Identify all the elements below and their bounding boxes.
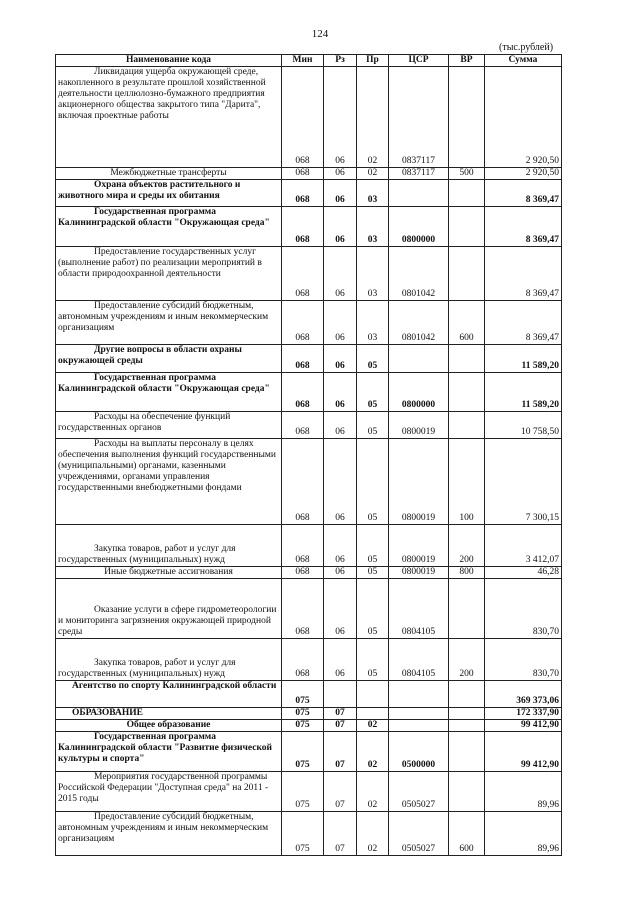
row-min: 068 [282, 412, 324, 439]
row-name: Предоставление субсидий бюджетным, автономным учреждениям и иным некоммерческим организациям [56, 812, 282, 856]
row-pr: 05 [357, 567, 389, 579]
row-name: Предоставление государственных услуг (выполнение работ) по реализации мероприятий в области природоохранной деятельности [56, 247, 282, 301]
row-vr [449, 579, 485, 639]
row-vr [449, 180, 485, 207]
row-csr: 0800019 [389, 567, 449, 579]
row-rz: 06 [324, 345, 357, 373]
row-csr: 0800019 [389, 412, 449, 439]
row-pr: 03 [357, 247, 389, 301]
row-rz: 07 [324, 772, 357, 812]
row-name: Межбюджетные трансферты [56, 168, 282, 180]
row-min: 068 [282, 345, 324, 373]
row-rz: 06 [324, 180, 357, 207]
header-vr: ВР [449, 55, 485, 67]
row-name: Государственная программа Калининградской области "Окружающая среда" [56, 373, 282, 412]
row-sum: 2 920,50 [485, 168, 562, 180]
row-name: Закупка товаров, работ и услуг для государственных (муниципальных) нужд [56, 525, 282, 567]
row-min: 068 [282, 579, 324, 639]
row-sum: 3 412,07 [485, 525, 562, 567]
row-name: Другие вопросы в области охраны окружающей среды [56, 345, 282, 373]
row-pr: 02 [357, 168, 389, 180]
row-rz: 06 [324, 525, 357, 567]
table-row [56, 812, 562, 856]
row-rz: 06 [324, 247, 357, 301]
row-name: Оказание услуги в сфере гидрометеорологии и мониторинга загрязнения окружающей природной среды [56, 579, 282, 639]
row-sum: 99 412,90 [485, 732, 562, 772]
row-pr: 02 [357, 772, 389, 812]
row-csr: 0505027 [389, 772, 449, 812]
row-name: ОБРАЗОВАНИЕ [56, 708, 282, 720]
row-csr: 0800000 [389, 373, 449, 412]
header-pr: Пр [357, 55, 389, 67]
row-sum: 46,28 [485, 567, 562, 579]
table-row [56, 301, 562, 345]
row-vr [449, 67, 485, 168]
row-csr [389, 180, 449, 207]
row-min: 075 [282, 772, 324, 812]
row-sum: 89,96 [485, 812, 562, 856]
row-vr: 500 [449, 168, 485, 180]
row-sum: 7 300,15 [485, 439, 562, 525]
row-vr: 100 [449, 439, 485, 525]
row-rz [324, 681, 357, 708]
table-row [56, 708, 562, 720]
row-csr: 0837117 [389, 168, 449, 180]
row-sum: 11 589,20 [485, 345, 562, 373]
row-csr: 0800000 [389, 207, 449, 247]
row-pr: 03 [357, 207, 389, 247]
page-number: 124 [311, 28, 329, 40]
row-csr: 0837117 [389, 67, 449, 168]
row-rz: 06 [324, 168, 357, 180]
table-row [56, 720, 562, 732]
row-name: Охрана объектов растительного и животного мира и среды их обитания [56, 180, 282, 207]
row-sum: 10 758,50 [485, 412, 562, 439]
row-vr [449, 412, 485, 439]
row-csr: 0800019 [389, 525, 449, 567]
row-sum: 2 920,50 [485, 67, 562, 168]
row-sum: 830,70 [485, 639, 562, 681]
table-row [56, 67, 562, 168]
row-min: 068 [282, 168, 324, 180]
row-pr: 05 [357, 412, 389, 439]
row-rz: 06 [324, 301, 357, 345]
row-sum: 369 373,06 [485, 681, 562, 708]
row-vr [449, 373, 485, 412]
row-csr: 0801042 [389, 247, 449, 301]
row-vr [449, 772, 485, 812]
table-row [56, 373, 562, 412]
row-vr [449, 681, 485, 708]
row-pr [357, 708, 389, 720]
row-vr [449, 708, 485, 720]
header-rz: Рз [324, 55, 357, 67]
row-sum: 8 369,47 [485, 207, 562, 247]
table-row [56, 247, 562, 301]
row-min: 068 [282, 67, 324, 168]
row-min: 075 [282, 812, 324, 856]
table-row [56, 681, 562, 708]
row-min: 068 [282, 525, 324, 567]
row-name: Агентство по спорту Калининградской области [56, 681, 282, 708]
table-row [56, 579, 562, 639]
row-csr: 0804105 [389, 579, 449, 639]
row-min: 075 [282, 720, 324, 732]
table-header [56, 55, 562, 67]
row-sum: 11 589,20 [485, 373, 562, 412]
row-min: 068 [282, 207, 324, 247]
row-min: 075 [282, 708, 324, 720]
row-sum: 172 337,90 [485, 708, 562, 720]
row-sum: 8 369,47 [485, 247, 562, 301]
row-rz: 07 [324, 732, 357, 772]
row-min: 075 [282, 681, 324, 708]
row-sum: 89,96 [485, 772, 562, 812]
header-name: Наименование кода [56, 55, 282, 67]
row-name: Государственная программа Калининградской области "Развитие физической культуры и спорта" [56, 732, 282, 772]
row-pr: 02 [357, 732, 389, 772]
table-row [56, 567, 562, 579]
row-pr [357, 681, 389, 708]
row-min: 068 [282, 439, 324, 525]
row-vr: 200 [449, 525, 485, 567]
row-rz: 06 [324, 67, 357, 168]
row-pr: 03 [357, 180, 389, 207]
row-min: 068 [282, 373, 324, 412]
table-row [56, 772, 562, 812]
row-pr: 05 [357, 345, 389, 373]
row-min: 068 [282, 180, 324, 207]
row-pr: 05 [357, 439, 389, 525]
row-name: Закупка товаров, работ и услуг для государственных (муниципальных) нужд [56, 639, 282, 681]
row-vr: 600 [449, 812, 485, 856]
row-rz: 06 [324, 412, 357, 439]
row-name: Ликвидация ущерба окружающей среде, накопленного в результате прошлой хозяйственной деятельности целлюлозно-бумажного предприятия акционерного общества закрытого типа "Дарита", включая проектные работы [56, 67, 282, 168]
table-row [56, 345, 562, 373]
row-rz: 06 [324, 207, 357, 247]
header-csr: ЦСР [389, 55, 449, 67]
row-pr: 03 [357, 301, 389, 345]
row-rz: 07 [324, 720, 357, 732]
row-pr: 05 [357, 639, 389, 681]
row-csr: 0800019 [389, 439, 449, 525]
row-csr [389, 708, 449, 720]
row-rz: 06 [324, 567, 357, 579]
row-min: 075 [282, 732, 324, 772]
table-row [56, 439, 562, 525]
row-vr [449, 247, 485, 301]
row-rz: 07 [324, 708, 357, 720]
row-sum: 8 369,47 [485, 180, 562, 207]
row-vr: 800 [449, 567, 485, 579]
table-row [56, 412, 562, 439]
row-pr: 02 [357, 67, 389, 168]
row-csr [389, 681, 449, 708]
table-row [56, 180, 562, 207]
row-csr: 0505027 [389, 812, 449, 856]
row-vr [449, 345, 485, 373]
row-sum: 8 369,47 [485, 301, 562, 345]
table-row [56, 168, 562, 180]
row-pr: 02 [357, 812, 389, 856]
budget-table [55, 54, 562, 856]
row-name: Иные бюджетные ассигнования [56, 567, 282, 579]
row-min: 068 [282, 301, 324, 345]
row-csr: 0801042 [389, 301, 449, 345]
row-rz: 06 [324, 373, 357, 412]
row-min: 068 [282, 639, 324, 681]
row-min: 068 [282, 247, 324, 301]
row-rz: 06 [324, 579, 357, 639]
row-csr: 0500000 [389, 732, 449, 772]
row-csr [389, 720, 449, 732]
row-csr: 0804105 [389, 639, 449, 681]
row-csr [389, 345, 449, 373]
row-rz: 06 [324, 439, 357, 525]
header-sum: Сумма [485, 55, 562, 67]
row-name: Общее образование [56, 720, 282, 732]
row-name: Предоставление субсидий бюджетным, автономным учреждениям и иным некоммерческим организациям [56, 301, 282, 345]
row-vr: 200 [449, 639, 485, 681]
table-row [56, 639, 562, 681]
row-min: 068 [282, 567, 324, 579]
row-vr [449, 732, 485, 772]
row-name: Государственная программа Калининградской области "Окружающая среда" [56, 207, 282, 247]
row-rz: 06 [324, 639, 357, 681]
row-vr [449, 720, 485, 732]
row-pr: 05 [357, 579, 389, 639]
header-min: Мин [282, 55, 324, 67]
row-pr: 05 [357, 373, 389, 412]
table-row [56, 525, 562, 567]
table-row [56, 732, 562, 772]
row-sum: 830,70 [485, 579, 562, 639]
row-vr [449, 207, 485, 247]
row-sum: 99 412,90 [485, 720, 562, 732]
row-name: Расходы на выплаты персоналу в целях обеспечения выполнения функций государственными (муниципальными) органами, казенными учреждениями, органами управления государственными внебюджетными фондами [56, 439, 282, 525]
row-rz: 07 [324, 812, 357, 856]
row-pr: 02 [357, 720, 389, 732]
units-note: (тыс.рублей) [499, 42, 554, 53]
row-vr: 600 [449, 301, 485, 345]
table-row [56, 207, 562, 247]
row-name: Расходы на обеспечение функций государственных органов [56, 412, 282, 439]
row-pr: 05 [357, 525, 389, 567]
row-name: Мероприятия государственной программы Российской Федерации "Доступная среда" на 2011 - 2015 годы [56, 772, 282, 812]
